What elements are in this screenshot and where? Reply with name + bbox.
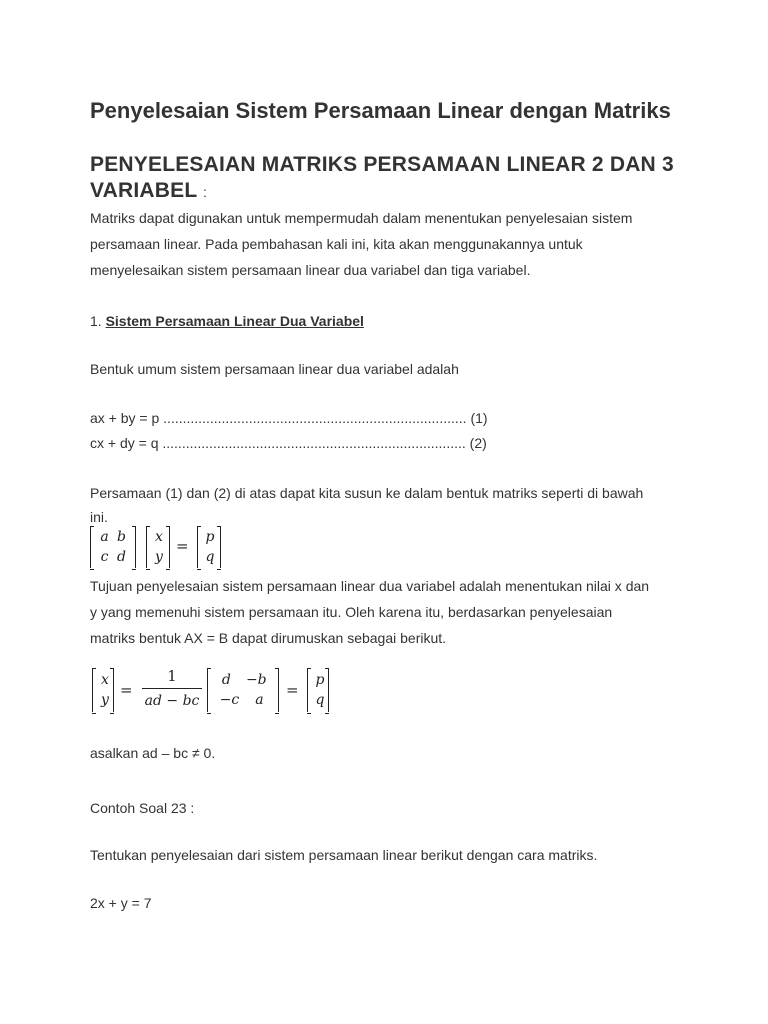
equals-sign: = [120,681,133,699]
subsection-number: 1. [90,313,102,329]
fraction-denominator: ad − bc [144,693,200,709]
matrix-cell: p [205,529,215,546]
matrix-cell: y [101,692,109,708]
subsection-heading [90,308,680,334]
fraction [142,666,202,711]
intro-line: persamaan linear. Pada pembahasan kali ini, kita akan menggunakannya untuk [90,236,583,252]
fraction-numerator: 1 [167,667,177,685]
section-heading-text: PENYELESAIAN MATRIKS PERSAMAAN LINEAR 2 DAN 3 VARIABEL [90,153,674,202]
matrix-b [307,668,329,712]
example-title: Contoh Soal 23 : [90,800,195,816]
matrix-cell: b [117,529,126,546]
paragraph-line: y yang memenuhi sistem persamaan itu. Oleh karena itu, berdasarkan penyelesaian [90,604,613,620]
matrix-cell: d [117,548,126,565]
matrix-cell: q [205,548,215,565]
example-task: Tentukan penyelesaian dari sistem persamaan linear berikut dengan cara matriks. [90,847,598,863]
paragraph-line: matriks bentuk AX = B dapat dirumuskan sebagai berikut. [90,630,447,646]
paragraph-line: ini. [90,509,108,525]
matrix-b [197,526,221,568]
adjugate-matrix [207,668,279,712]
equation-1: ax + by = p .............................................................................. (1) [90,410,488,426]
matrix-cell: a [255,692,264,708]
page-title: Penyelesaian Sistem Persamaan Linear dengan Matriks [90,98,671,123]
paragraph-line: Tujuan penyelesaian sistem persamaan linear dua variabel adalah menentukan nilai x dan [90,578,650,594]
matrix-cell: x [101,672,109,688]
intro-paragraph [90,205,680,283]
section-heading [90,152,690,205]
matrix-cell: p [315,672,325,688]
tujuan-paragraph [90,573,680,651]
section-heading-colon: : [203,184,208,200]
subsection-title: Sistem Persamaan Linear Dua Variabel [105,313,364,329]
matrix-cell: x [155,529,163,546]
example-equation: 2x + y = 7 [90,895,152,911]
paragraph-line: Persamaan (1) dan (2) di atas dapat kita susun ke dalam bentuk matriks seperti di bawah [90,485,644,501]
intro-line: menyelesaikan sistem persamaan linear dua variabel dan tiga variabel. [90,262,531,278]
equals-sign: = [176,537,189,555]
matrix-x [146,526,170,568]
matrix-a [90,526,136,568]
matrix-form-paragraph [90,481,680,529]
matrix-cell: −b [245,672,267,688]
general-form-text: Bentuk umum sistem persamaan linear dua variabel adalah [90,361,459,377]
matrix-cell: d [221,672,231,688]
equals-sign: = [286,681,299,699]
matrix-cell: c [100,548,109,565]
matrix-cell: q [315,692,325,708]
matrix-x [92,668,114,712]
matrix-cell: −c [219,692,240,708]
matrix-cell: y [155,548,163,565]
condition-text: asalkan ad – bc ≠ 0. [90,745,216,761]
fraction-bar [142,688,202,689]
intro-line: Matriks dapat digunakan untuk mempermudah dalam menentukan penyelesaian sistem [90,210,633,226]
matrix-cell: a [100,529,109,546]
equation-2: cx + dy = q .............................................................................. (2) [90,435,487,451]
